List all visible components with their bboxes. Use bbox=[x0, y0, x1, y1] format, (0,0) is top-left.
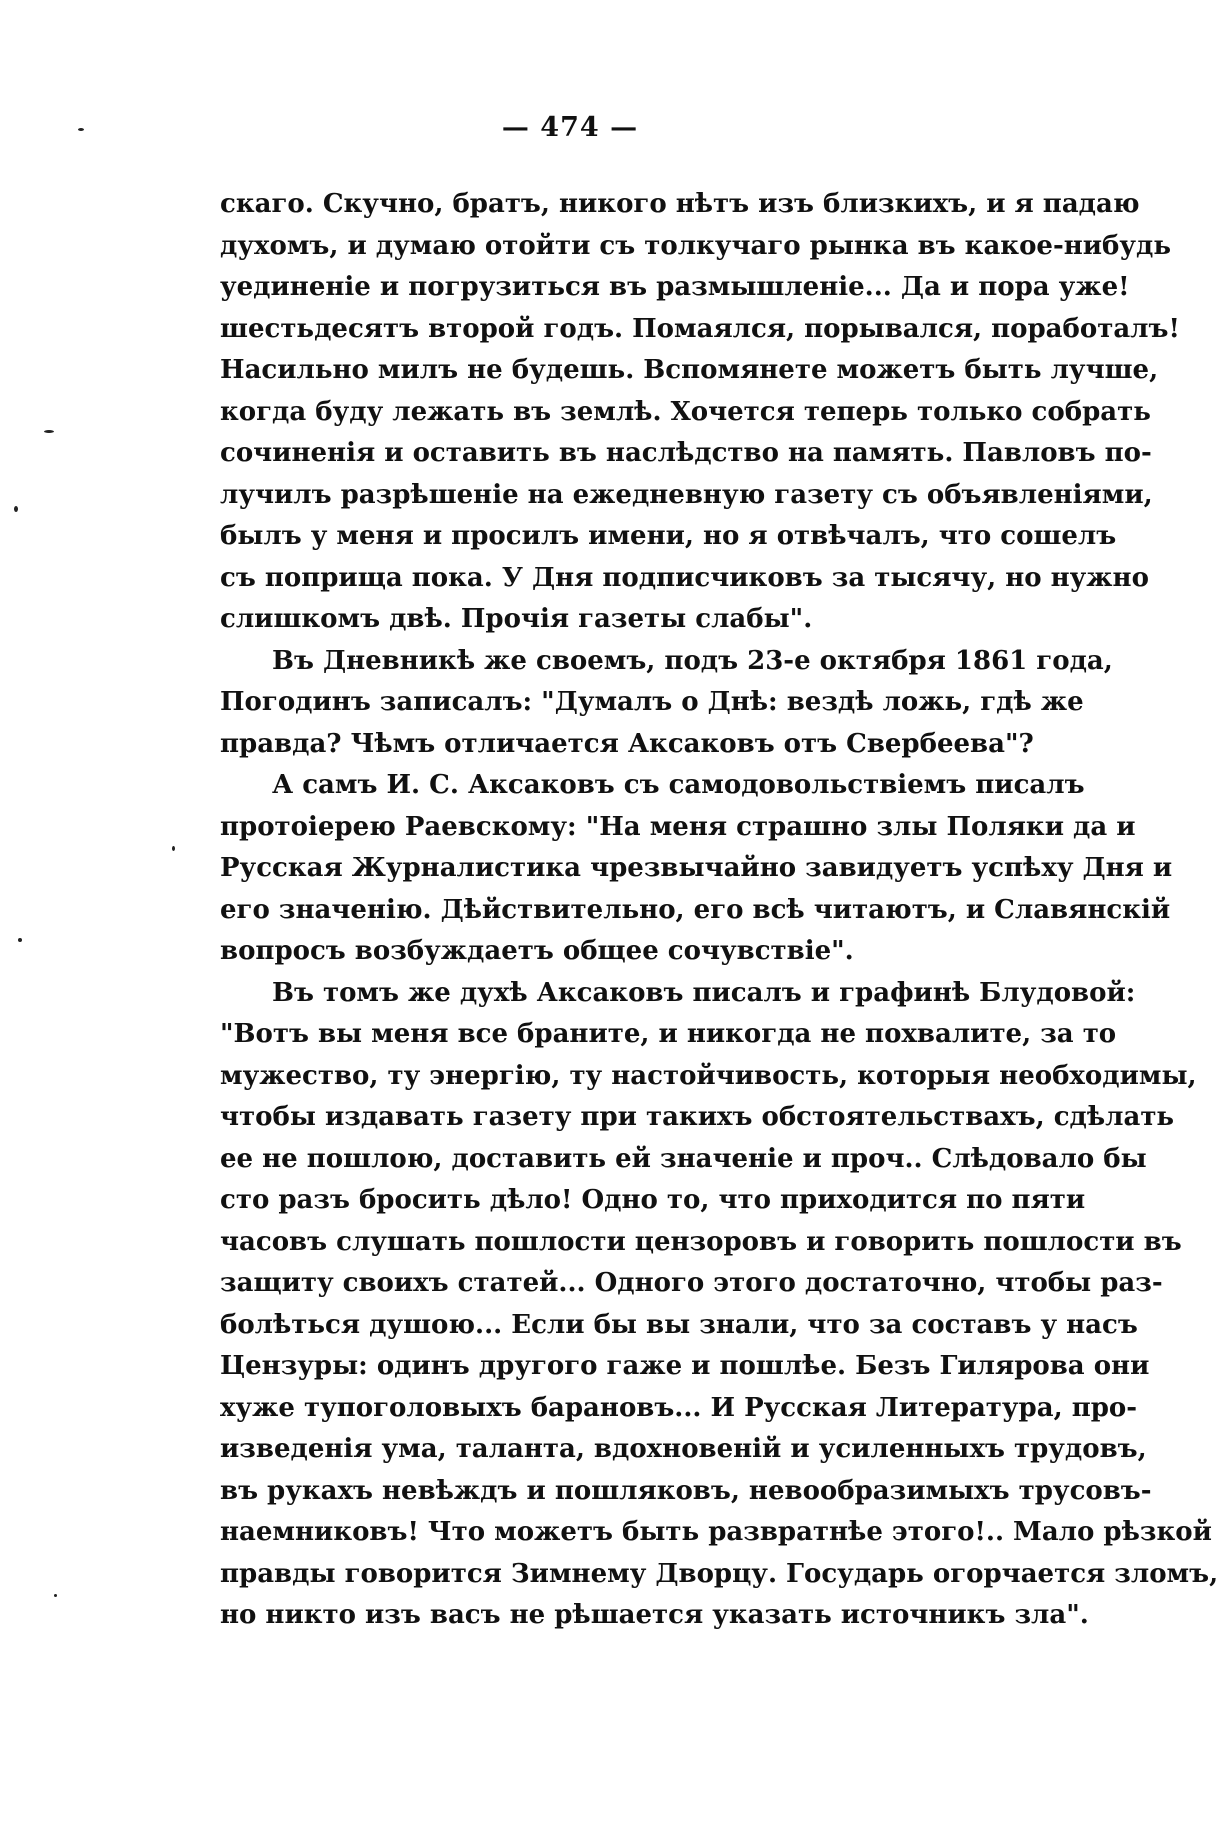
scan-speck bbox=[44, 430, 54, 433]
text-line: хуже тупоголовыхъ барановъ... И Русская Литература, про- bbox=[220, 1392, 1138, 1423]
text-line: изведенія ума, таланта, вдохновеній и усиленныхъ трудовъ, bbox=[220, 1434, 1147, 1464]
text-line: слишкомъ двѣ. Прочія газеты слабы". bbox=[220, 604, 813, 634]
text-line: чтобы издавать газету при такихъ обстоятельствахъ, сдѣлать bbox=[220, 1102, 1175, 1132]
text-line: уединеніе и погрузиться въ размышленіе... Да и пора уже! bbox=[220, 272, 1130, 302]
text-line: правда? Чѣмъ отличается Аксаковъ отъ Свербеева"? bbox=[220, 728, 1034, 759]
scan-speck bbox=[172, 846, 175, 851]
scan-speck bbox=[54, 1594, 57, 1597]
text-line: былъ у меня и просилъ имени, но я отвѣчалъ, что сошелъ bbox=[220, 521, 1117, 551]
text-line: часовъ слушать пошлости цензоровъ и говорить пошлости въ bbox=[220, 1226, 1182, 1257]
text-line: сочиненія и оставить въ наслѣдство на память. Павловъ по- bbox=[220, 438, 1152, 468]
text-line: протоіерею Раевскому: "На меня страшно злы Поляки да и bbox=[220, 811, 1136, 842]
page-number: — 474 — bbox=[501, 112, 639, 143]
text-line: его значенію. Дѣйствительно, его всѣ читаютъ, и Славянскій bbox=[220, 894, 1171, 925]
scan-speck bbox=[14, 506, 18, 512]
text-line: защиту своихъ статей... Одного этого достаточно, чтобы раз- bbox=[220, 1268, 1163, 1298]
text-line: Русская Журналистика чрезвычайно завидуетъ успѣху Дня и bbox=[220, 853, 1173, 883]
text-line: мужество, ту энергію, ту настойчивость, которыя необходимы, bbox=[220, 1060, 1197, 1091]
paragraph-first-line: Въ томъ же духѣ Аксаковъ писалъ и графинѣ Блудовой: bbox=[272, 977, 1136, 1008]
text-line: въ рукахъ невѣждъ и пошляковъ, невообразимыхъ трусовъ- bbox=[220, 1475, 1152, 1506]
paragraph-first-line: Въ Дневникѣ же своемъ, подъ 23-е октября 1861 года, bbox=[272, 645, 1113, 676]
text-line: съ поприща пока. У Дня подписчиковъ за тысячу, но нужно bbox=[220, 562, 1149, 593]
text-line: Насильно милъ не будешь. Вспомянете можетъ быть лучше, bbox=[220, 355, 1159, 385]
text-line: Цензуры: одинъ другого гаже и пошлѣе. Безъ Гилярова они bbox=[220, 1351, 1150, 1381]
text-line: скаго. Скучно, братъ, никого нѣтъ изъ близкихъ, и я падаю bbox=[220, 189, 1140, 219]
text-line: наемниковъ! Что можетъ быть развратнѣе этого!.. Мало рѣзкой bbox=[220, 1517, 1212, 1547]
body-text bbox=[220, 184, 1218, 1637]
scan-speck bbox=[78, 128, 84, 131]
text-line: ее не пошлою, доставить ей значеніе и проч.. Слѣдовало бы bbox=[220, 1143, 1147, 1174]
text-line: "Вотъ вы меня все браните, и никогда не похвалите, за то bbox=[220, 1019, 1117, 1049]
text-line: болѣться душою... Если бы вы знали, что за составъ у насъ bbox=[220, 1309, 1138, 1340]
text-line: Погодинъ записалъ: "Думалъ о Днѣ: вездѣ ложь, гдѣ же bbox=[220, 687, 1084, 717]
text-line: правды говорится Зимнему Дворцу. Государь огорчается зломъ, bbox=[220, 1558, 1218, 1589]
text-line: шестьдесятъ второй годъ. Помаялся, порывался, поработалъ! bbox=[220, 313, 1180, 344]
text-line: духомъ, и думаю отойти съ толкучаго рынка въ какое-нибудь bbox=[220, 230, 1172, 261]
text-line: сто разъ бросить дѣло! Одно то, что приходится по пяти bbox=[220, 1185, 1086, 1215]
text-line: лучилъ разрѣшеніе на ежедневную газету съ объявленіями, bbox=[220, 479, 1153, 510]
paragraph-first-line: А самъ И. С. Аксаковъ съ самодовольствіемъ писалъ bbox=[272, 770, 1085, 800]
text-line: когда буду лежать въ землѣ. Хочется теперь только собрать bbox=[220, 396, 1151, 427]
scan-speck bbox=[18, 938, 22, 942]
text-line: вопросъ возбуждаетъ общее сочувствіе". bbox=[220, 936, 854, 966]
text-line: но никто изъ васъ не рѣшается указать источникъ зла". bbox=[220, 1600, 1089, 1630]
